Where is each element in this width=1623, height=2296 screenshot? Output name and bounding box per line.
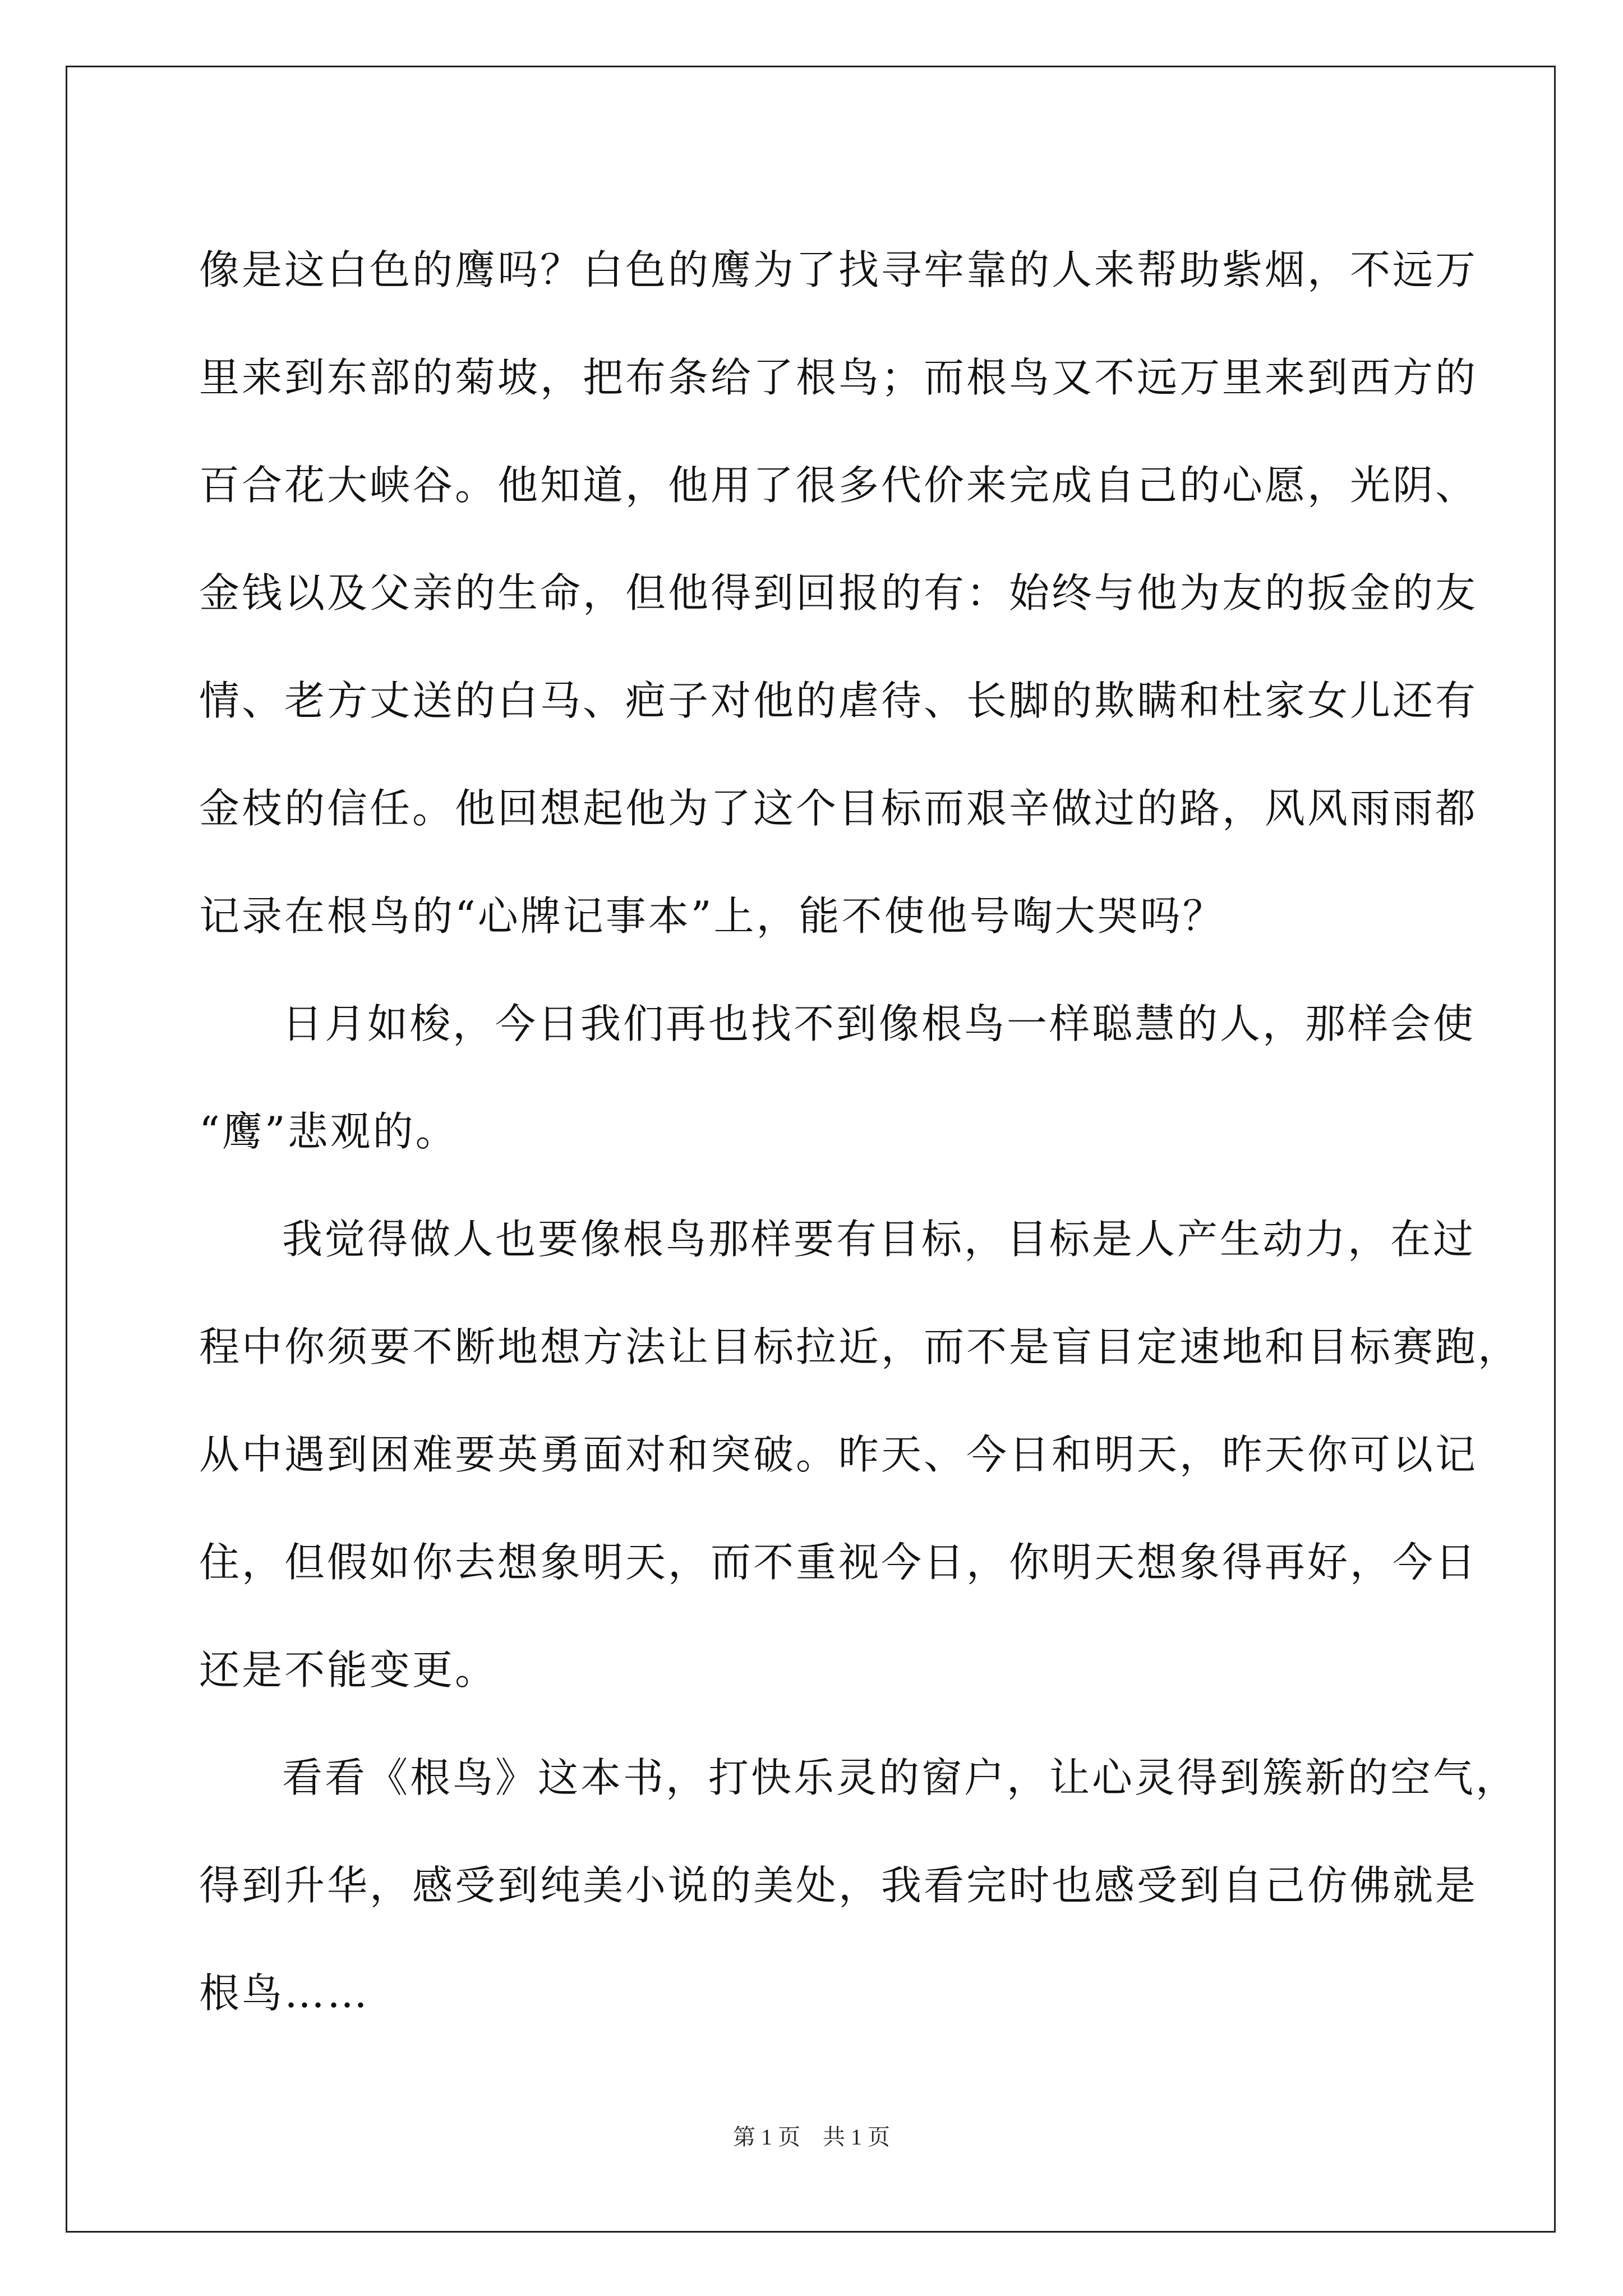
text-line: 像是这白色的鹰吗？白色的鹰为了找寻牢靠的人来帮助紫烟，不远万 [199, 246, 1478, 293]
text-line: 程中你须要不断地想方法让目标拉近，而不是盲目定速地和目标赛跑， [199, 1323, 1521, 1370]
text-line: “鹰”悲观的。 [199, 1108, 458, 1155]
text-line: 记录在根鸟的“心牌记事本”上，能不使他号啕大哭吗？ [199, 892, 1225, 940]
paragraph-first-line: 看看《根鸟》这本书，打快乐灵的窗户，让心灵得到簇新的空气， [282, 1754, 1519, 1801]
text-line: 得到升华，感受到纯美小说的美处，我看完时也感受到自己仿佛就是 [199, 1862, 1478, 1909]
text-line: 百合花大峡谷。他知道，他用了很多代价来完成自己的心愿，光阴、 [199, 462, 1478, 509]
paragraph-first-line: 日月如梭，今日我们再也找不到像根鸟一样聪慧的人，那样会使 [282, 1000, 1476, 1047]
document-body [199, 216, 1521, 2047]
text-line: 从中遇到困难要英勇面对和突破。昨天、今日和明天，昨天你可以记 [199, 1431, 1478, 1478]
paragraph-first-line: 我觉得做人也要像根鸟那样要有目标，目标是人产生动力，在过 [282, 1216, 1476, 1263]
text-line: 情、老方丈送的白马、疤子对他的虐待、长脚的欺瞒和杜家女儿还有 [199, 677, 1478, 724]
text-line: 金钱以及父亲的生命，但他得到回报的有：始终与他为友的扳金的友 [199, 569, 1478, 616]
text-line: 住，但假如你去想象明天，而不重视今日，你明天想象得再好，今日 [199, 1539, 1478, 1586]
text-line: 金枝的信任。他回想起他为了这个目标而艰辛做过的路，风风雨雨都 [199, 785, 1478, 832]
text-line: 还是不能变更。 [199, 1646, 498, 1694]
page-number: 第 1 页 共 1 页 [733, 2124, 890, 2150]
text-line: 根鸟…… [199, 1970, 370, 2017]
text-line: 里来到东部的菊坡，把布条给了根鸟；而根鸟又不远万里来到西方的 [199, 354, 1478, 401]
